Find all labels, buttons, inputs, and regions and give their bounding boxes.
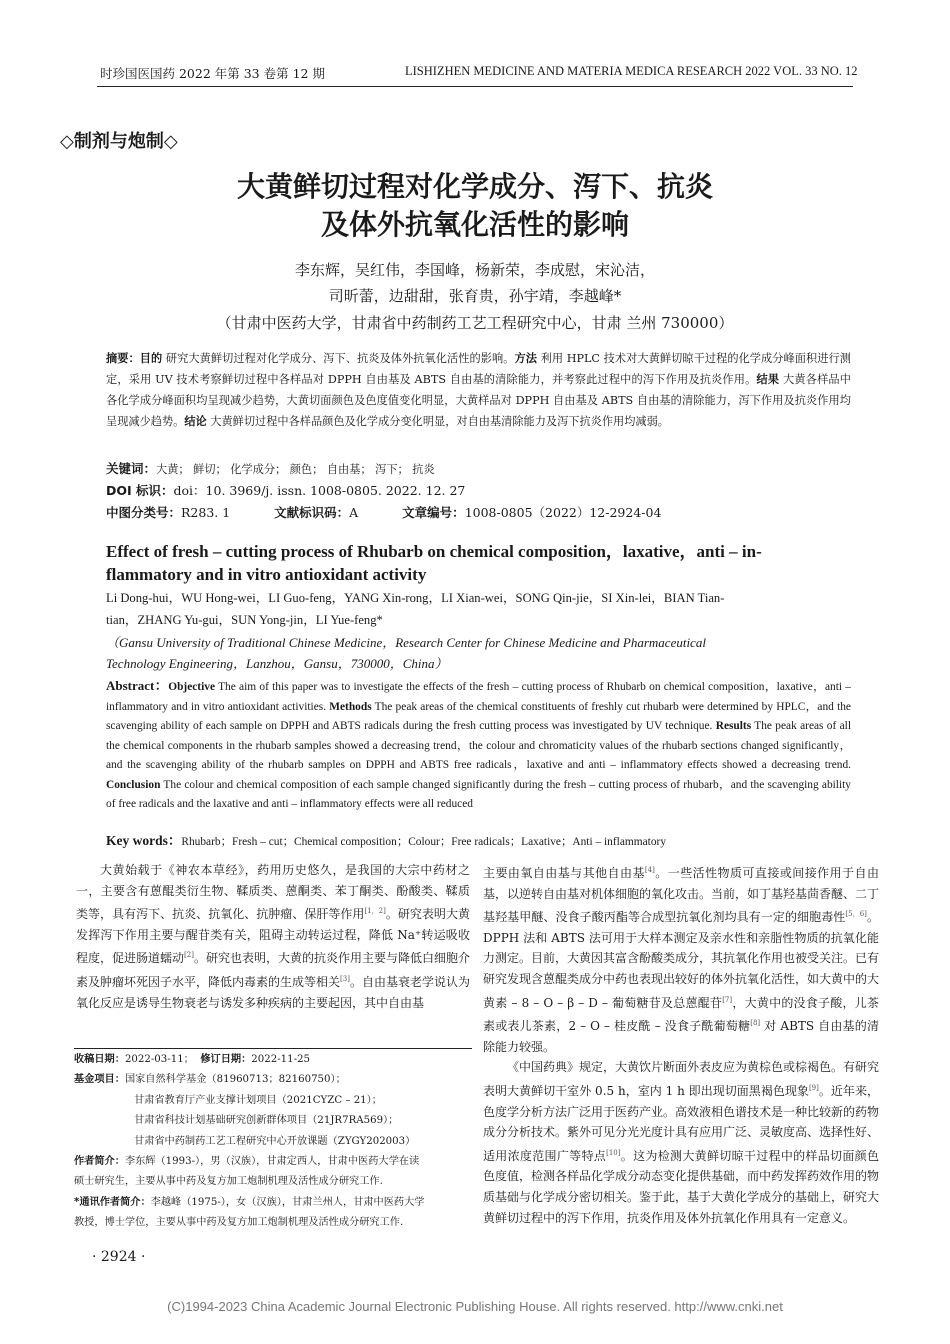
citation[interactable]: [1，2]	[364, 907, 386, 916]
keywords-en	[106, 831, 851, 852]
keywords-cn-label: 关键词：	[106, 461, 157, 476]
abstract-cn	[106, 348, 851, 432]
section-label: ◇制剂与炮制◇	[60, 131, 178, 152]
doi-line	[106, 480, 465, 502]
abstract-cn-result-label: 结果	[756, 373, 780, 386]
classification-line	[106, 502, 851, 524]
body-left-column	[76, 860, 470, 1013]
abstract-en-label: Abstract：	[106, 678, 169, 693]
abstract-en-objective-label: Objective	[168, 681, 216, 693]
copyright-footer: (C)1994-2023 China Academic Journal Electronic Publishing House. All rights reserved. http://www.cnki.net	[167, 1299, 783, 1314]
citation[interactable]: [4]	[644, 866, 655, 874]
abstract-cn-conclusion: 大黄鲜切过程中各样品颜色及化学成分变化明显，对自由基清除能力及泻下抗炎作用均减弱。	[206, 415, 669, 428]
title-cn-line-2: 及体外抗氧化活性的影响	[320, 208, 629, 241]
paragraph: 《中国药典》规定，大黄饮片断面外表皮应为黄棕色或棕褐色。有研究表明大黄鲜切干室外 0.5 h，室内 1 h 即出现切面黑褐色现象[9]。近年来，色度学分析方法广泛用于医药产业。高效液相色谱技术是一种比较新的药物成分分析技术。紫外可见分光光度计具有应用广泛、灵敏度高、选择性好、适用浓度范围广等特点[10]。这为检测大黄鲜切晾干过程中的样品切面颜色色度值，检测各样品化学成分动态变化提供基础，而中药发挥药效作用的物质基础与化学成分密切相关。鉴于此，基于大黄化学成分的基础上，研究大黄鲜切过程中的泻下作用，抗炎作用及体外抗氧化作用具有一定意义。	[483, 1060, 880, 1225]
doc-code-value: A	[349, 505, 359, 520]
header-rule	[97, 86, 853, 87]
abstract-cn-objective-label: 目的	[139, 352, 163, 365]
page-number: · 2924 ·	[92, 1249, 146, 1265]
keywords-cn	[106, 458, 435, 481]
authors-cn-line-1: 李东辉，吴红伟，李国峰，杨新荣，李成慰，宋沁洁，	[294, 261, 655, 279]
abstract-en-result-label: Results	[715, 720, 752, 732]
title-cn-line-1: 大黄鲜切过程对化学成分、泻下、抗炎	[236, 170, 713, 203]
keywords-cn-text: 大黄； 鲜切； 化学成分； 颜色； 自由基； 泻下； 抗炎	[156, 463, 435, 476]
citation[interactable]: [2]	[184, 951, 194, 960]
title-en-line-1: Effect of fresh – cutting process of Rhubarb on chemical composition，laxative，anti – in-	[106, 542, 762, 561]
doc-code-label: 文献标识码：	[274, 505, 350, 520]
body-right-column	[483, 860, 879, 1228]
abstract-cn-conclusion-label: 结论	[184, 415, 207, 428]
abstract-en-result: The peak areas of all the chemical components in the rhubarb samples showed a decreasing trend，the colour and chromaticity values of the rhubarb sections changed significantly，and the scavenging ability of the rhubarb samples on DPPH and ABTS free radicals，laxative and anti – inflammatory effects showed a decreasing trend.	[106, 720, 851, 771]
authors-cn-line-2: 司昕蕾，边甜甜，张育贵，孙宇靖，李越峰*	[328, 287, 622, 305]
abstract-cn-method: 利用 HPLC 技术对大黄鲜切晾干过程的化学成分峰面积进行测定，采用 UV 技术考察鲜切过程中各样品对 DPPH 自由基及 ABTS 自由基的清除能力，并考察此过程中的泻下作用及抗炎作用。	[106, 352, 851, 386]
journal-header-cn: 时珍国医国药 2022 年第 33 卷第 12 期	[100, 66, 325, 81]
abstract-cn-objective: 研究大黄鲜切过程对化学成分、泻下、抗炎及体外抗氧化活性的影响。	[162, 352, 515, 365]
doi-label: DOI 标识：	[106, 483, 174, 498]
footnotes: 收稿日期：2022-03-11； 修订日期：2022-11-25 基金项目：国家自然科学基金（81960713；82160750）； 甘肃省教育厅产业支撑计划项目（2021CYZC – 21）； 甘肃省科技计划基础研究创新群体项目（21JR7RA569）； 甘肃省中药制药工艺工程研究中心开放课题（ZYGY202003） 作者简介：李东辉（1993-），男（汉族），甘肃定西人，甘肃中医药大学在读 硕士研究生，主要从事中药及复方加工炮制机理及活性成分研究工作. *通讯作者简介：李越峰（1975-），女（汉族），甘肃兰州人，甘肃中医药大学 教授，博士学位，主要从事中药及复方加工炮制机理及活性成分研究工作.	[74, 1054, 425, 1229]
citation[interactable]: [9]	[808, 1083, 819, 1092]
abstract-en-conclusion-label: Conclusion	[106, 778, 161, 791]
title-en-line-2: flammatory and in vitro antioxidant activity	[106, 565, 427, 584]
citation[interactable]: [5，6]	[845, 910, 867, 919]
article-number-value: 1008-0805（2022）12-2924-04	[464, 505, 662, 520]
journal-header-en: LISHIZHEN MEDICINE AND MATERIA MEDICA RESEARCH 2022 VOL. 33 NO. 12	[405, 64, 858, 78]
abstract-en-conclusion: The colour and chemical composition of each sample changed significantly during the fresh – cutting process of rhubarb，and the scavenging ability of free radicals and the laxative and anti – inflammatory effects were all reduced	[106, 778, 851, 810]
doi-link[interactable]: doi：10. 3969/j. issn. 1008-0805. 2022. 12. 27	[173, 483, 466, 498]
keywords-en-label: Key words：	[106, 833, 182, 848]
citation[interactable]: [8]	[750, 1019, 761, 1028]
affiliation-en-line-2: Technology Engineering，Lanzhou，Gansu，730000，China）	[106, 656, 448, 671]
authors-en-line-2: tian，ZHANG Yu-gui，SUN Yong-jin，LI Yue-feng*	[106, 613, 383, 627]
abstract-cn-result: 大黄各样品中各化学成分峰面积均呈现减少趋势，大黄切面颜色及色度值变化明显，大黄样品对 DPPH 自由基及 ABTS 自由基的清除能力，泻下作用及抗炎作用均呈现减少趋势。	[106, 373, 851, 428]
footnote-rule	[74, 1048, 472, 1049]
abstract-en	[106, 676, 851, 815]
abstract-en-method-label: Methods	[329, 700, 372, 713]
affiliation-en-line-1: （Gansu University of Traditional Chinese Medicine，Research Center for Chinese Medicine and Pharmaceutical	[106, 635, 706, 650]
abstract-cn-method-label: 方法	[514, 352, 537, 365]
abstract-en-objective: The aim of this paper was to investigate the effects of the fresh – cutting process of Rhubarb on chemical composition，laxative，anti – inflammatory and in vitro antioxidant activities.	[106, 681, 851, 713]
authors-en-line-1: Li Dong-hui，WU Hong-wei，LI Guo-feng，YANG Xin-rong，LI Xian-wei，SONG Qin-jie，SI Xin-lei，BIAN Tian-	[106, 591, 725, 605]
keywords-en-text: Rhubarb；Fresh – cut；Chemical composition；Colour；Free radicals；Laxative；Anti – inflammatory	[181, 836, 667, 848]
article-number-label: 文章编号：	[402, 505, 465, 520]
abstract-cn-label: 摘要：	[106, 352, 140, 365]
paragraph: 大黄始载于《神农本草经》，药用历史悠久，是我国的大宗中药材之一，主要含有蒽醌类衍生物、鞣质类、蒽酮类、苯丁酮类、酚酸类、鞣质类等，具有泻下、抗炎、抗氧化、抗肿瘤、保肝等作用[1，2]。研究表明大黄发挥泻下作用主要与醒苷类有关，阻碍主动转运过程，降低 Na⁺转运吸收程度，促进肠道蠕动[2]。研究也表明，大黄的抗炎作用主要与降低白细胞介素及肿瘤坏死因子水平，降低内毒素的生成等相关[3]。自由基衰老学说认为氧化反应是诱导生物衰老与诱发多种疾病的主要起因，其中自由基	[76, 863, 470, 1010]
abstract-en-method: The peak areas of the chemical constituents of freshly cut rhubarb were determined by HPLC，and the scavenging ability of each sample on DPPH and ABTS radicals during the fresh cutting process was investigated by UV technique.	[106, 700, 851, 732]
citation[interactable]: [10]	[606, 1148, 621, 1157]
paragraph: 主要由氧自由基与其他自由基[4]。一些活性物质可直接或间接作用于自由基，以逆转自由基对机体细胞的氧化攻击。当前，如丁基羟基茴香醚、二丁基羟基甲醚、没食子酸丙酯等合成型抗氧化剂均具有一定的细胞毒性[5，6]。DPPH 法和 ABTS 法可用于大样本测定及亲水性和亲脂性物质的抗氧化能力测定。目前，大黄因其富含酚酸类成分，其抗氧化作用也被受关注。已有研究发现含蒽醌类成分中药也表现出较好的体外抗氧化活性，如大黄中的大黄素 – 8 – O – β – D – 葡萄糖苷及总蒽醌苷[7]，大黄中的没食子酸，儿茶素或表儿茶素，2 – O – 桂皮酰 – 没食子酰葡萄糖[8] 对 ABTS 自由基的清除能力较强。	[483, 866, 880, 1054]
affiliation-cn: （甘肃中医药大学，甘肃省中药制药工艺工程研究中心，甘肃 兰州 730000）	[216, 314, 734, 332]
citation[interactable]: [7]	[722, 995, 733, 1004]
clc-value: R283. 1	[181, 505, 231, 520]
clc-label: 中图分类号：	[106, 505, 182, 520]
citation[interactable]: [3]	[340, 974, 350, 983]
